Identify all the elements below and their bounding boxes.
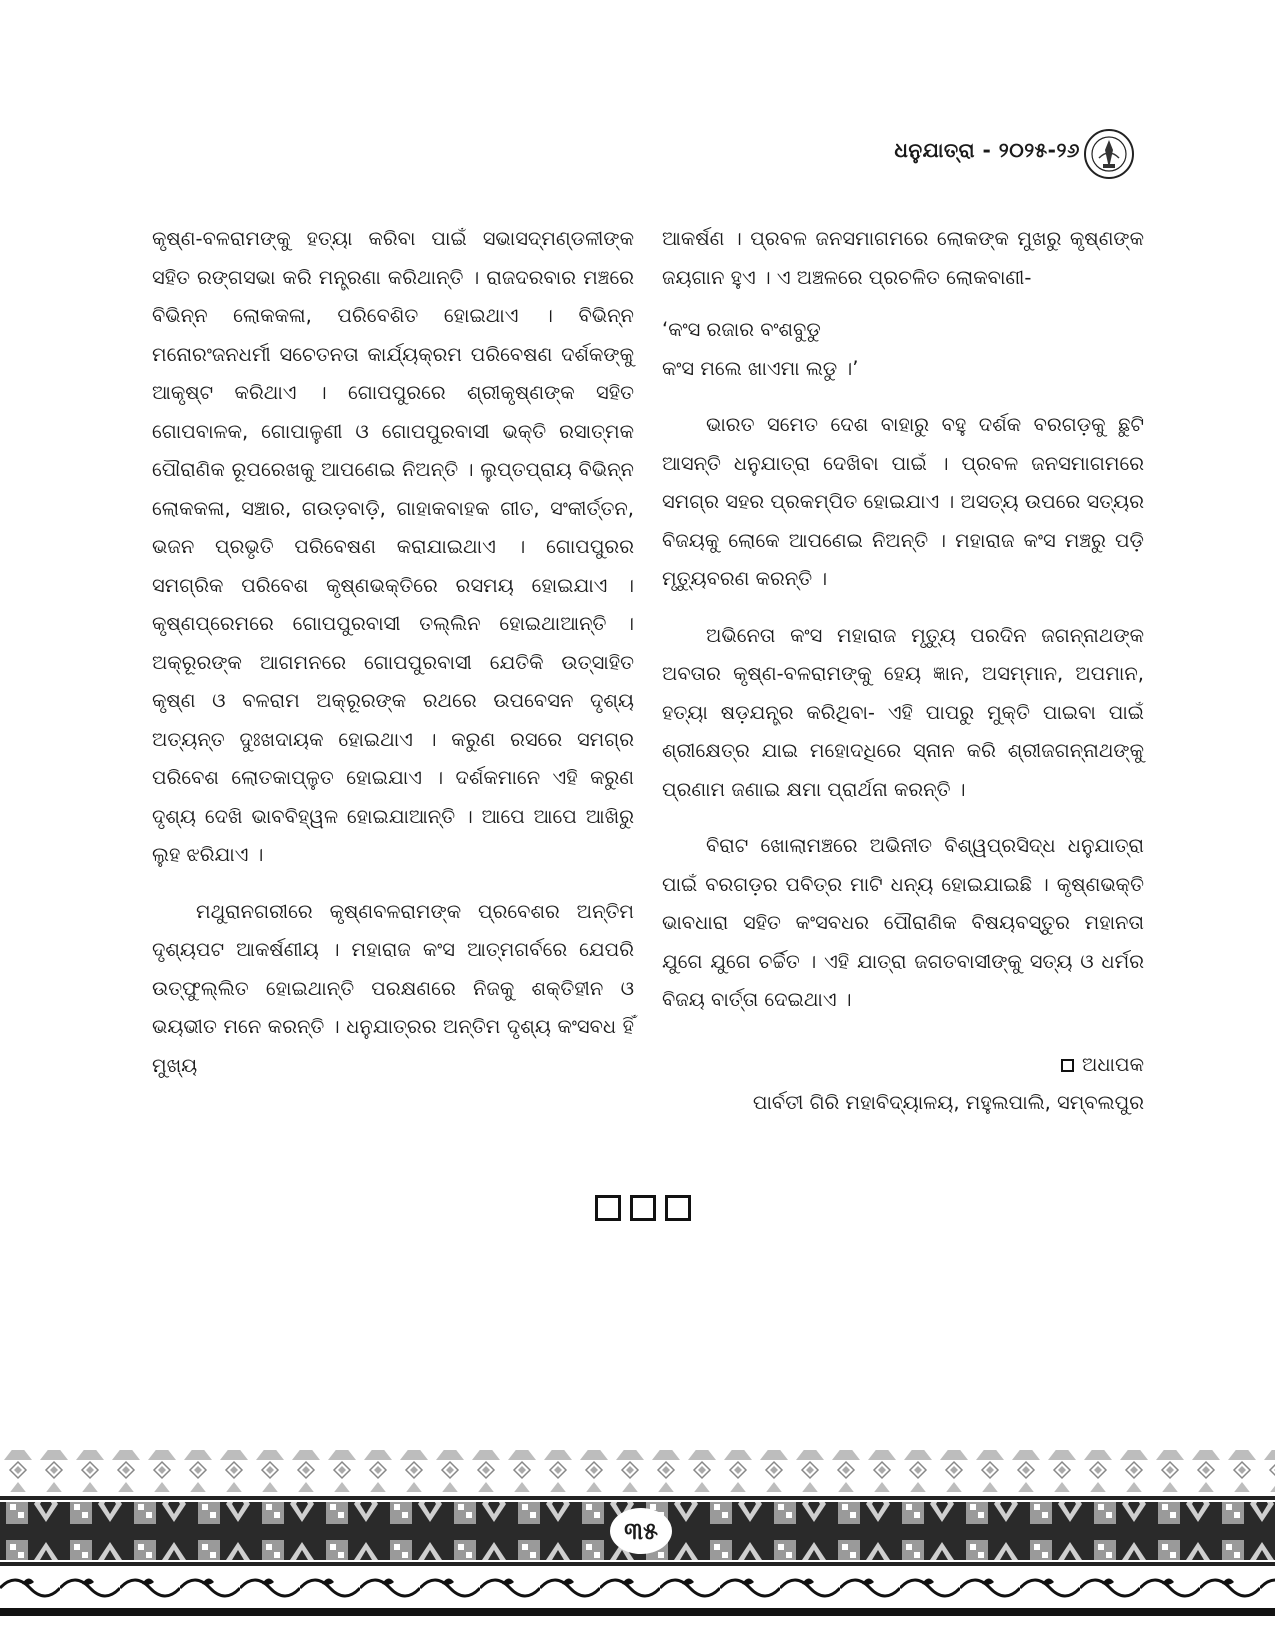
square-icon bbox=[595, 1195, 621, 1221]
square-icon bbox=[630, 1195, 656, 1221]
author-signature bbox=[662, 1046, 1144, 1123]
left-paragraph-2: ମଥୁରାନଗରୀରେ କୃଷ୍ଣବଳରାମଙ୍କ ପ୍ରବେଶର ଅନ୍ତିମ ଦୃଶ୍ୟପଟ ଆକର୍ଷଣୀୟ । ମହାରାଜ କଂସ ଆତ୍ମଗର୍ବରେ ଯେପରି ଉତ୍‌ଫୁଲ୍ଲିତ ହୋଇଥାନ୍ତି ପରକ୍ଷଣରେ ନିଜକୁ ଶକ୍ତିହୀନ ଓ ଭୟଭୀତ ମନେ କରନ୍ତି । ଧନୁଯାତ୍ରର ଅନ୍ତିମ ଦୃଶ୍ୟ କଂସବଧ ହିଁ ମୁଖ୍ୟ bbox=[152, 899, 634, 1077]
header-title: ଧନୁଯାତ୍ରା - ୨୦୨୫-୨୬ bbox=[894, 138, 1080, 162]
author-title: ଅଧାପକ bbox=[1081, 1052, 1144, 1076]
page-number: ୩୫ bbox=[610, 1508, 672, 1554]
right-paragraph-1: ଆକର୍ଷଣ । ପ୍ରବଳ ଜନସମାଗମରେ ଲୋକଙ୍କ ମୁଖରୁ କୃଷ୍ଣଙ୍କ ଜୟଗାନ ହୁଏ । ଏ ଅଞ୍ଚଳରେ ପ୍ରଚଳିତ ଲୋକବାଣୀ- bbox=[662, 227, 1144, 289]
square-bullet-icon bbox=[1061, 1059, 1074, 1072]
seal-logo-icon bbox=[1083, 128, 1135, 180]
right-paragraph-3: ଅଭିନେତା କଂସ ମହାରାଜ ମୃତ୍ୟୁ ପରଦିନ ଜଗନ୍ନାଥଙ୍କ ଅବତାର କୃଷ୍ଣ-ବଳରାମଙ୍କୁ ହେୟ ଜ୍ଞାନ, ଅସମ୍ମାନ, ଅପମାନ, ହତ୍ୟା ଷଡ଼ଯନ୍ତ୍ର କରିଥିବା- ଏହି ପାପରୁ ମୁକ୍ତି ପାଇବା ପାଇଁ ଶ୍ରୀକ୍ଷେତ୍ର ଯାଇ ମହୋଦଧିରେ ସ୍ନାନ କରି ଶ୍ରୀଜଗନ୍ନାଥଙ୍କୁ ପ୍ରଣାମ ଜଣାଇ କ୍ଷମା ପ୍ରାର୍ଥନା କରନ୍ତି । bbox=[662, 623, 1144, 801]
right-paragraph-2: ଭାରତ ସମେତ ଦେଶ ବାହାରୁ ବହୁ ଦର୍ଶକ ବରଗଡ଼କୁ ଛୁଟି ଆସନ୍ତି ଧନୁଯାତ୍ରା ଦେଖିବା ପାଇଁ । ପ୍ରବଳ ଜନସମାଗମରେ ସମଗ୍ର ସହର ପ୍ରକମ୍ପିତ ହୋଇଯାଏ । ଅସତ୍ୟ ଉପରେ ସତ୍ୟର ବିଜୟକୁ ଲୋକେ ଆପଣେଇ ନିଅନ୍ତି । ମହାରାଜ କଂସ ମଞ୍ଚରୁ ପଡ଼ି ମୃତ୍ୟୁବରଣ କରନ୍ତି । bbox=[662, 413, 1144, 590]
right-paragraph-4: ବିରାଟ ଖୋଲାମଞ୍ଚରେ ଅଭିନୀତ ବିଶ୍ୱପ୍ରସିଦ୍ଧ ଧନୁଯାତ୍ରା ପାଇଁ ବରଗଡ଼ର ପବିତ୍ର ମାଟି ଧନ୍ୟ ହୋଇଯାଇଛି । କୃଷ୍ଣଭକ୍ତି ଭାବଧାରା ସହିତ କଂସବଧର ପୌରାଣିକ ବିଷୟବସ୍ତୁର ମହାନତା ଯୁଗେ ଯୁଗେ ଚର୍ଚ୍ଚିତ । ଏହି ଯାତ୍ରା ଜଗତବାସୀଙ୍କୁ ସତ୍ୟ ଓ ଧର୍ମର ବିଜୟ ବାର୍ତ୍ତା ଦେଇଥାଏ । bbox=[662, 834, 1144, 1011]
square-icon bbox=[665, 1195, 691, 1221]
verse-line-2: କଂସ ମଲେ ଖାଏମା ଲଡୁ ।’ bbox=[662, 356, 859, 380]
end-of-article-mark bbox=[595, 1195, 691, 1225]
author-affiliation: ପାର୍ବତୀ ଗିରି ମହାବିଦ୍ୟାଳୟ, ମହୁଲପାଲି, ସମ୍ବଲପୁର bbox=[752, 1091, 1144, 1114]
right-column bbox=[662, 220, 1144, 1123]
left-column bbox=[152, 220, 634, 1085]
left-paragraph-1: କୃଷ୍ଣ-ବଳରାମଙ୍କୁ ହତ୍ୟା କରିବା ପାଇଁ ସଭାସଦ୍‌ମଣ୍ଡଳୀଙ୍କ ସହିତ ରଙ୍ଗସଭା କରି ମନ୍ତ୍ରଣା କରିଥାନ୍ତି । ରାଜଦରବାର ମଞ୍ଚରେ ବିଭିନ୍ନ ଲୋକକଳା, ପରିବେଶିତ ହୋଇଥାଏ । ବିଭିନ୍ନ ମନୋରଂଜନଧର୍ମୀ ସଚେତନତା କାର୍ଯ୍ୟକ୍ରମ ପରିବେଷଣ ଦର୍ଶକଙ୍କୁ ଆକୃଷ୍ଟ କରିଥାଏ । ଗୋପପୁରରେ ଶ୍ରୀକୃଷ୍ଣଙ୍କ ସହିତ ଗୋପବାଳକ, ଗୋପାଳୁଣୀ ଓ ଗୋପପୁରବାସୀ ଭକ୍ତି ରସାତ୍ମକ ପୌରାଣିକ ରୂପରେଖକୁ ଆପଣେଇ ନିଅନ୍ତି । ଲୁପ୍ତପ୍ରାୟ ବିଭିନ୍ନ ଲୋକକଳା, ସଞ୍ଚାର, ଗଉଡ଼ବାଡ଼ି, ଗାହାକବାହକ ଗୀତ, ସଂକୀର୍ତ୍ତନ, ଭଜନ ପ୍ରଭୃତି ପରିବେଷଣ କରାଯାଇଥାଏ । ଗୋପପୁରର ସମଗ୍ରିକ ପରିବେଶ କୃଷ୍ଣଭକ୍ତିରେ ରସମୟ ହୋଇଯାଏ । କୃଷ୍ଣପ୍ରେମରେ ଗୋପପୁରବାସୀ ତଲ୍ଲିନ ହୋଇଥାଆନ୍ତି । ଅକ୍ରୂରଙ୍କ ଆଗମନରେ ଗୋପପୁରବାସୀ ଯେତିକି ଉତ୍ସାହିତ କୃଷ୍ଣ ଓ ବଳରାମ ଅକ୍ରୂରଙ୍କ ରଥରେ ଉପବେସନ ଦୃଶ୍ୟ ଅତ୍ୟନ୍ତ ଦୁଃଖଦାୟକ ହୋଇଥାଏ । କରୁଣ ରସରେ ସମଗ୍ର ପରିବେଶ ଲୋତକାପ୍ଳୁତ ହୋଇଯାଏ । ଦର୍ଶକମାନେ ଏହି କରୁଣ ଦୃଶ୍ୟ ଦେଖି ଭାବବିହ୍ୱଳ ହୋଇଯାଆନ୍ତି । ଆପେ ଆପେ ଆଖିରୁ ଲୁହ ଝରିଯାଏ । bbox=[152, 227, 634, 866]
verse-line-1: ‘କଂସ ରଜାର ବଂଶବୁଡୁ bbox=[662, 318, 821, 341]
